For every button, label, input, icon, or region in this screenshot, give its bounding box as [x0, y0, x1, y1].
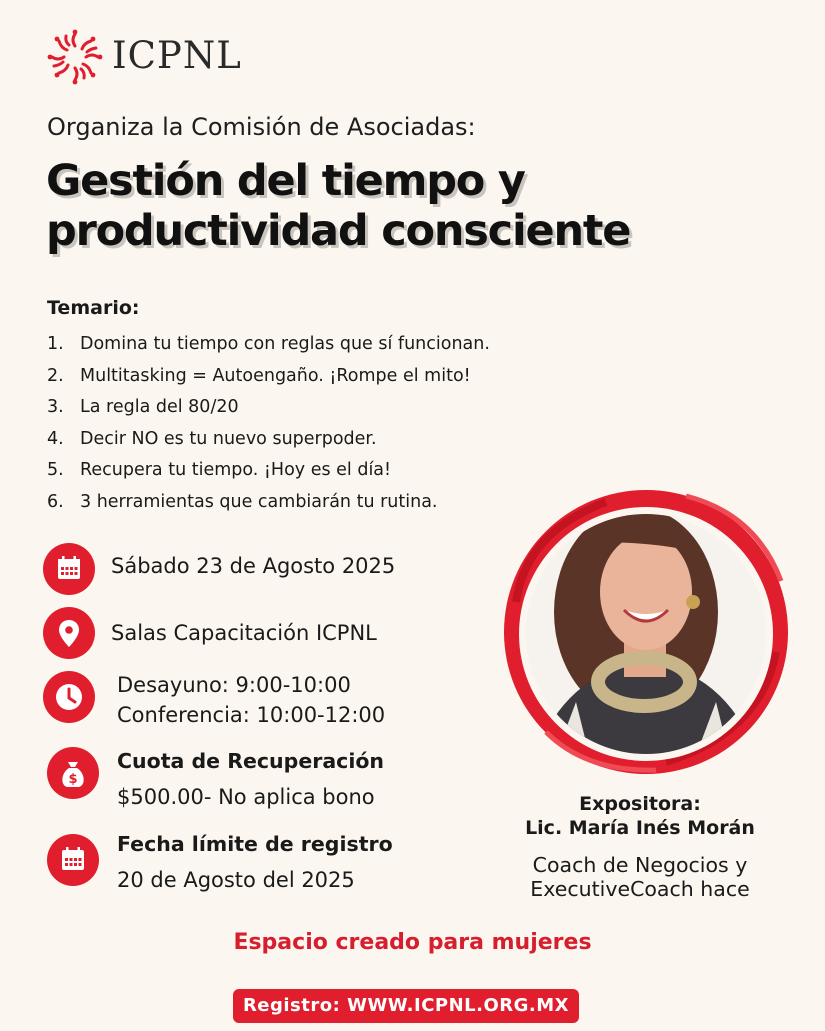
speaker-name: Lic. María Inés Morán [525, 817, 755, 839]
speaker-photo [486, 482, 806, 782]
list-item: 3. La regla del 80/20 [47, 397, 239, 417]
speaker-role: Expositora: [579, 793, 701, 815]
title-line-1: Gestión del tiempo y [46, 156, 525, 206]
deadline-title: Fecha límite de registro [117, 832, 393, 856]
speaker-desc-line-2: ExecutiveCoach hace [530, 877, 750, 901]
money-bag-icon [47, 747, 99, 799]
event-date: Sábado 23 de Agosto 2025 [111, 554, 396, 578]
event-location: Salas Capacitación ICPNL [111, 621, 377, 645]
list-item: 6. 3 herramientas que cambiarán tu rutina. [47, 491, 438, 512]
svg-text:$: $ [68, 772, 78, 787]
list-item: 5. Recupera tu tiempo. ¡Hoy es el día! [47, 460, 392, 480]
location-pin-icon [43, 607, 95, 659]
title-line-2: productividad consciente [46, 206, 631, 256]
deadline-value: 20 de Agosto del 2025 [117, 868, 355, 892]
tagline: Espacio creado para mujeres [233, 930, 592, 955]
fee-value: $500.00- No aplica bono [117, 785, 375, 809]
sun-logo-icon [44, 26, 106, 88]
list-item: 1. Domina tu tiempo con reglas que sí funcionan. [47, 334, 490, 354]
list-item: 4. Decir NO es tu nuevo superpoder. [47, 428, 377, 449]
clock-icon [43, 671, 95, 723]
logo-text: ICPNL [112, 34, 242, 77]
temario-list [47, 331, 490, 520]
schedule-conference: Conferencia: 10:00-12:00 [117, 703, 386, 727]
calendar-icon [47, 834, 99, 886]
list-item: 2. Multitasking = Autoengaño. ¡Rompe el mito! [47, 365, 471, 386]
registration-link-button[interactable]: Registro: WWW.ICPNL.ORG.MX [233, 989, 579, 1023]
temario-heading: Temario: [47, 297, 140, 319]
organizer-line: Organiza la Comisión de Asociadas: [47, 113, 476, 141]
speaker-description [490, 853, 790, 901]
speaker-desc-line-1: Coach de Negocios y [532, 853, 748, 877]
event-title [46, 156, 630, 256]
fee-title: Cuota de Recuperación [117, 749, 385, 773]
calendar-icon [43, 543, 95, 595]
icpnl-logo [44, 26, 249, 88]
schedule-breakfast: Desayuno: 9:00-10:00 [117, 673, 351, 697]
